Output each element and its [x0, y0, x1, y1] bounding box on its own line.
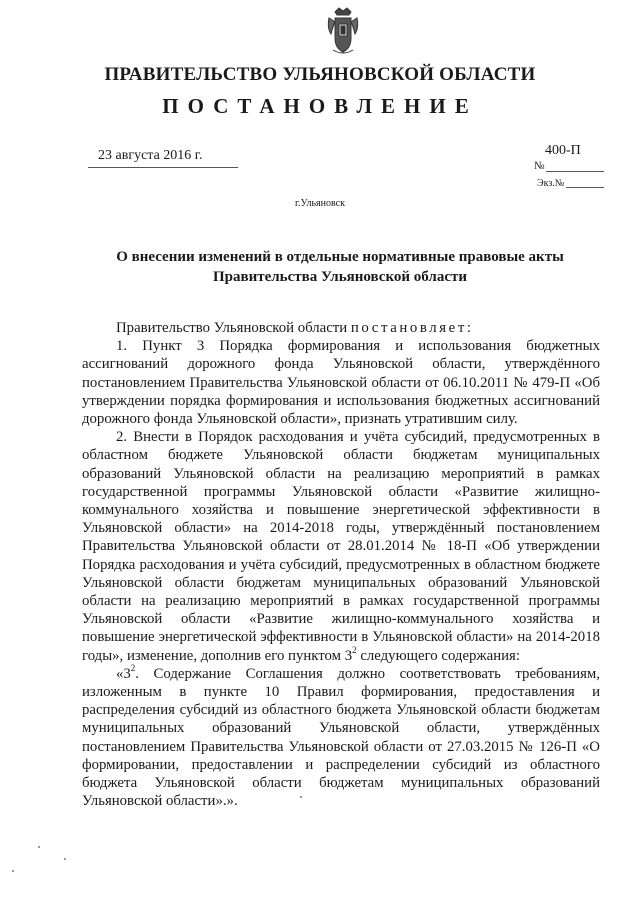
intro-decree-word: постановляет: [350, 320, 474, 336]
quote-start: «3 [116, 665, 131, 682]
scan-speck [38, 846, 40, 848]
item-1-paragraph: 1. Пункт 3 Порядка формирования и использования бюджетных ассигнований дорожного фонда Ульяновской области, утверждённого постановлением Правительства Ульяновской области от 06.10.2011 № 479-П «Об утверждении порядка формирования и использования бюджетных ассигнований дорожного фонда Ульяновской области», признать утратившим силу. [82, 338, 600, 428]
copy-underline [566, 187, 604, 188]
scan-speck [300, 796, 302, 798]
scan-speck [12, 870, 14, 872]
coat-of-arms-emblem [325, 6, 361, 58]
document-subject [100, 247, 580, 287]
number-underline [546, 171, 604, 172]
item-2-end: следующего содержания: [356, 647, 520, 664]
quote-superscript: 2 [130, 662, 136, 673]
date-underline [88, 167, 238, 168]
quote-paragraph [82, 662, 600, 811]
item-2-text: 2. Внести в Порядок расходования и учёта субсидий, предусмотренных в областном бюджете Ульяновской области бюджетам муниципальных образований Ульяновской области на реализацию мероприятий в рамках государственной программы Ульяновской области «Развитие жилищно-коммунального хозяйства и повышение энергетической эффективности в Ульяновской области» на 2014-2018 годы, утверждённый постановлением Правительства Ульяновской области от 28.01.2014 № 18-П «Об утверждении Порядка расходования и учёта субсидий, предусмотренных в областном бюджете Ульяновской области бюджетам муниципальных образований Ульяновской области на реализацию мероприятий в рамках государственной программы Ульяновской области «Развитие жилищно-коммунального хозяйства и повышение энергетической эффективности в Ульяновской области» на 2014-2018 годы», изменение, дополнив его пунктом 3 [82, 429, 600, 664]
document-date: 23 августа 2016 г. [98, 148, 203, 163]
number-label: № [534, 160, 545, 172]
subject-line-1: О внесении изменений в отдельные нормативные правовые акты [116, 249, 564, 265]
document-body [82, 319, 600, 810]
intro-text: Правительство Ульяновской области [116, 320, 351, 336]
copy-label: Экз.№ [537, 178, 565, 189]
document-number: 400-П [545, 143, 581, 158]
date-block [88, 148, 238, 168]
intro-paragraph [82, 319, 600, 337]
scan-speck [64, 858, 66, 860]
subject-line-2: Правительства Ульяновской области [212, 269, 468, 285]
document-type: ПОСТАНОВЛЕНИЕ [162, 94, 478, 118]
item-2-superscript: 2 [352, 644, 357, 655]
item-2-paragraph [82, 428, 600, 665]
quote-text: . Содержание Соглашения должно соответствовать требованиям, изложенным в пункте 10 Правил формирования, предоставления и распределения субсидий из областного бюджета Ульяновской области бюджетам муниципальных образований Ульяновской области, утверждённых постановлением Правительства Ульяновской области от 27.03.2015 № 126-П «О формировании, предоставлении и распределении субсидий из областного бюджета Ульяновской области бюджетам муниципальных образований Ульяновской области».». [82, 665, 600, 810]
government-name: ПРАВИТЕЛЬСТВО УЛЬЯНОВСКОЙ ОБЛАСТИ [104, 64, 536, 85]
city: г.Ульяновск [295, 198, 345, 209]
